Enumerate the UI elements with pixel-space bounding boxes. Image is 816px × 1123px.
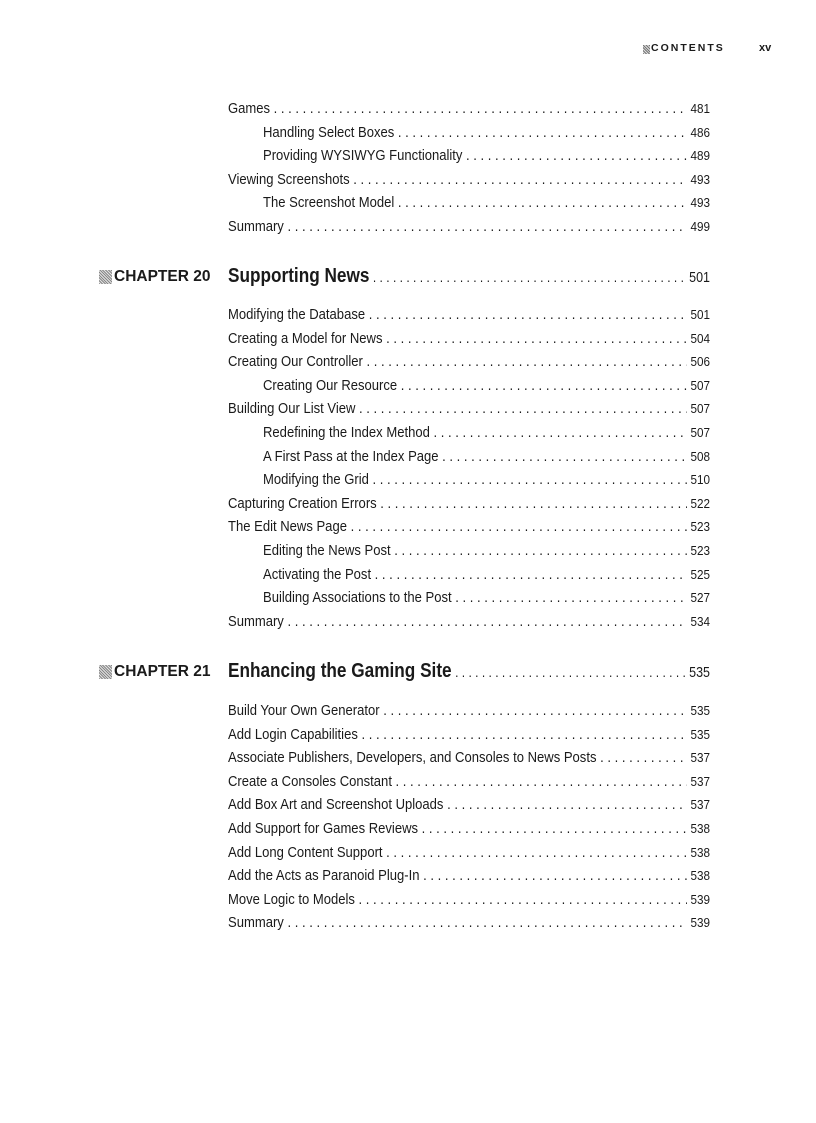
toc-entry[interactable] xyxy=(263,471,710,489)
toc-entry-title: Building Our List View xyxy=(228,401,356,418)
toc-entry-title: Building Associations to the Post xyxy=(263,590,452,607)
dot-leader xyxy=(375,566,687,584)
chapter-21-heading[interactable] xyxy=(228,659,710,685)
chapter-21-page: 535 xyxy=(689,665,710,681)
chapter-marker-icon xyxy=(99,665,112,679)
toc-entry-page: 508 xyxy=(690,448,710,464)
toc-entry-title: Add Login Capabilities xyxy=(228,726,358,743)
dot-leader xyxy=(455,660,686,684)
chapter-21-label xyxy=(99,663,210,681)
toc-entry[interactable] xyxy=(228,726,710,744)
toc-entry-title: Summary xyxy=(228,219,284,235)
toc-entry-page: 504 xyxy=(690,330,710,346)
dot-leader xyxy=(447,796,687,814)
toc-entry[interactable] xyxy=(228,100,710,118)
toc-entry-title: Add Support for Games Reviews xyxy=(228,821,419,837)
toc-entry[interactable] xyxy=(228,773,710,791)
toc-entry-page: 527 xyxy=(690,590,710,606)
toc-entry[interactable] xyxy=(228,330,710,348)
toc-entry-page: 525 xyxy=(690,566,710,582)
toc-entry-page: 507 xyxy=(690,425,710,440)
toc-entry[interactable] xyxy=(263,589,710,607)
toc-entry-title: Creating Our Resource xyxy=(263,377,398,394)
toc-entry[interactable] xyxy=(263,566,710,584)
toc-entry-page: 523 xyxy=(690,519,710,535)
toc-entry-title: Activating the Post xyxy=(263,566,372,583)
toc-entry-page: 523 xyxy=(690,543,710,558)
chapter-marker-icon xyxy=(99,270,112,284)
toc-entry[interactable] xyxy=(228,518,710,536)
toc-entry-title: Summary xyxy=(228,613,284,630)
dot-leader xyxy=(287,914,686,932)
toc-entry-page: 501 xyxy=(690,307,710,322)
chapter-21-title: Enhancing the Gaming Site xyxy=(228,660,452,682)
toc-entry[interactable] xyxy=(228,495,710,513)
toc-entry-page: 537 xyxy=(690,797,710,813)
dot-leader xyxy=(287,218,686,236)
toc-entry-title: Handling Select Boxes xyxy=(263,124,395,141)
dot-leader xyxy=(442,448,687,466)
toc-entry-title: Associate Publishers, Developers, and Consoles to News Posts xyxy=(228,750,597,767)
toc-entry-title: The Edit News Page xyxy=(228,519,347,536)
toc-entry[interactable] xyxy=(228,867,710,885)
dot-leader xyxy=(455,589,687,607)
toc-entry[interactable] xyxy=(263,124,710,142)
toc-entry-page: 538 xyxy=(690,821,710,836)
dot-leader xyxy=(386,330,687,348)
toc-entry-title: Viewing Screenshots xyxy=(228,171,350,188)
dot-leader xyxy=(369,306,687,324)
running-head-marker xyxy=(643,45,650,54)
toc-entry-title: Capturing Creation Errors xyxy=(228,495,377,512)
toc-entry-page: 522 xyxy=(690,495,710,511)
chapter-20-heading[interactable] xyxy=(228,264,710,290)
toc-entry-title: Creating a Model for News xyxy=(228,330,383,347)
toc-entry-title: Move Logic to Models xyxy=(228,891,355,908)
toc-entry-page: 539 xyxy=(690,915,710,931)
running-head xyxy=(0,42,816,58)
dot-leader xyxy=(380,495,687,513)
dot-leader xyxy=(351,518,687,536)
dot-leader xyxy=(353,171,687,189)
toc-entry[interactable] xyxy=(228,796,710,814)
toc-entry-page: 507 xyxy=(690,401,710,417)
toc-entry-title: A First Pass at the Index Page xyxy=(263,448,439,465)
toc-entry-title: Build Your Own Generator xyxy=(228,703,380,719)
dot-leader xyxy=(600,749,687,767)
toc-entry-title: Add Box Art and Screenshot Uploads xyxy=(228,797,444,814)
toc-entry[interactable] xyxy=(228,891,710,909)
toc-entry-page: 493 xyxy=(690,195,710,211)
dot-leader xyxy=(433,424,686,442)
dot-leader xyxy=(373,471,687,489)
dot-leader xyxy=(466,147,687,165)
chapter-20-page: 501 xyxy=(689,270,710,286)
chapter-20-title: Supporting News xyxy=(228,265,370,287)
toc-entry-title: Editing the News Post xyxy=(263,543,391,559)
dot-leader xyxy=(396,773,687,791)
toc-entry-page: 493 xyxy=(690,171,710,187)
dot-leader xyxy=(386,844,687,862)
toc-entry-title: Games xyxy=(228,101,271,117)
dot-leader xyxy=(359,891,687,909)
toc-entry-page: 538 xyxy=(690,868,710,884)
toc-entry-page: 507 xyxy=(690,377,710,393)
chapter-20-label xyxy=(99,268,210,286)
toc-entry-title: Add the Acts as Paranoid Plug-In xyxy=(228,868,420,885)
toc-entry[interactable] xyxy=(228,702,710,720)
dot-leader xyxy=(423,867,687,885)
toc-entry-title: Creating Our Controller xyxy=(228,354,363,371)
toc-entry-title: The Screenshot Model xyxy=(263,195,395,212)
toc-entry[interactable] xyxy=(228,749,710,767)
dot-leader xyxy=(274,100,687,118)
toc-entry[interactable] xyxy=(228,400,710,418)
toc-entry[interactable] xyxy=(228,820,710,838)
toc-entry-title: Modifying the Grid xyxy=(263,472,369,489)
chapter-20-label-text: CHAPTER 20 xyxy=(114,268,211,285)
toc-entry[interactable] xyxy=(228,171,710,189)
dot-leader xyxy=(422,820,687,838)
toc-entry[interactable] xyxy=(263,448,710,466)
toc-entry-page: 489 xyxy=(690,148,710,164)
toc-entry-page: 510 xyxy=(690,472,710,488)
dot-leader xyxy=(383,702,687,720)
toc-entry[interactable] xyxy=(228,844,710,862)
toc-entry-title: Add Long Content Support xyxy=(228,844,383,861)
toc-entry-title: Redefining the Index Method xyxy=(263,425,430,441)
toc-entry-page: 538 xyxy=(690,844,710,860)
toc-entry-page: 537 xyxy=(690,750,710,766)
toc-entry[interactable] xyxy=(228,306,710,324)
toc-entry-page: 537 xyxy=(690,773,710,789)
toc-entry-page: 499 xyxy=(690,219,710,234)
toc-entry-page: 486 xyxy=(690,124,710,140)
dot-leader xyxy=(394,542,687,560)
dot-leader xyxy=(359,400,687,418)
toc-entry[interactable] xyxy=(263,424,710,442)
toc-entry[interactable] xyxy=(263,542,710,560)
toc-entry-page: 535 xyxy=(690,703,710,718)
running-head-label: CONTENTS xyxy=(651,42,725,54)
toc-entry-page: 539 xyxy=(690,891,710,907)
toc-entry-page: 535 xyxy=(690,726,710,742)
dot-leader xyxy=(287,613,686,631)
toc-entry[interactable] xyxy=(228,353,710,371)
running-head-page-number: xv xyxy=(759,42,772,54)
toc-entry[interactable] xyxy=(263,194,710,212)
dot-leader xyxy=(398,194,687,212)
toc-entry-page: 506 xyxy=(690,354,710,370)
dot-leader xyxy=(361,726,686,744)
toc-entry-page: 534 xyxy=(690,613,710,629)
dot-leader xyxy=(367,353,687,371)
toc-entry[interactable] xyxy=(263,377,710,395)
toc-entry[interactable] xyxy=(228,914,710,932)
toc-entry-title: Summary xyxy=(228,915,284,932)
toc-entry[interactable] xyxy=(228,613,710,631)
dot-leader xyxy=(373,265,686,289)
dot-leader xyxy=(401,377,687,395)
chapter-21-label-text: CHAPTER 21 xyxy=(114,663,211,680)
toc-entry[interactable] xyxy=(263,147,710,165)
toc-entry-page: 481 xyxy=(690,101,710,116)
toc-entry-title: Providing WYSIWYG Functionality xyxy=(263,148,463,165)
dot-leader xyxy=(398,124,687,142)
toc-entry[interactable] xyxy=(228,218,710,236)
toc-entry-title: Modifying the Database xyxy=(228,307,366,323)
toc-entry-title: Create a Consoles Constant xyxy=(228,773,392,790)
